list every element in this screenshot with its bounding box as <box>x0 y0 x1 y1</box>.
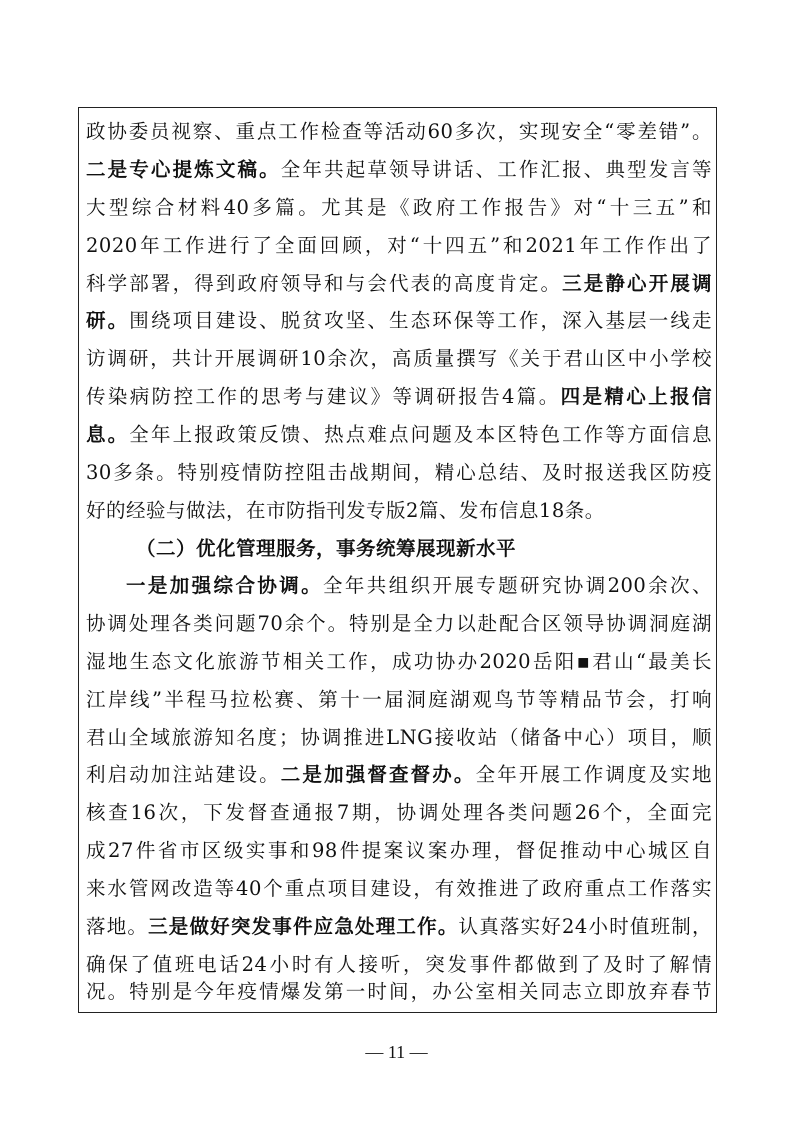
section-heading: （二）优化管理服务，事务统筹展现新水平 <box>136 537 517 560</box>
page-number: — 11 — <box>365 1042 428 1062</box>
text-line-18: 利启动加注站建设。二是加强督查督办。全年开展工作调度及实地 <box>86 763 712 786</box>
text-line-8: 传染病防控工作的思考与建议》等调研报告4篇。四是精心上报信 <box>86 385 712 408</box>
text-line-20: 成27件省市区级实事和98件提案议案办理，督促推动中心城区自 <box>86 839 712 862</box>
text-line-10: 30多条。特别疫情防控阻击战期间，精心总结、及时报送我区防疫 <box>86 461 712 484</box>
text-line-7: 访调研，共计开展调研10余次，高质量撰写《关于君山区中小学校 <box>86 347 712 370</box>
text-line-3: 大型综合材料40多篇。尤其是《政府工作报告》对“十三五”和 <box>86 196 712 219</box>
text-line-5: 科学部署，得到政府领导和与会代表的高度肯定。三是静心开展调 <box>86 272 712 295</box>
text-line-4: 2020年工作进行了全面回顾，对“十四五”和2021年工作作出了 <box>86 234 712 257</box>
text-line-13: 一是加强综合协调。全年共组织开展专题研究协调200余次、 <box>126 574 712 597</box>
text-line-14: 协调处理各类问题70余个。特别是全力以赴配合区领导协调洞庭湖 <box>86 612 712 635</box>
text-line-16: 江岸线”半程马拉松赛、第十一届洞庭湖观鸟节等精品节会，打响 <box>86 688 712 711</box>
text-line-15: 湿地生态文化旅游节相关工作，成功协办2020岳阳▪君山“最美长 <box>86 650 712 673</box>
text-line-6: 研。围绕项目建设、脱贫攻坚、生态环保等工作，深入基层一线走 <box>86 309 712 332</box>
text-line-19: 核查16次，下发督查通报7期，协调处理各类问题26个，全面完 <box>86 801 712 824</box>
text-line-2: 二是专心提炼文稿。全年共起草领导讲话、工作汇报、典型发言等 <box>86 158 712 181</box>
text-line-22: 落地。三是做好突发事件应急处理工作。认真落实好24小时值班制， <box>86 915 712 938</box>
text-line-24: 况。特别是今年疫情爆发第一时间，办公室相关同志立即放弃春节 <box>86 980 712 1003</box>
text-line-1: 政协委员视察、重点工作检查等活动60多次，实现安全“零差错”。 <box>86 120 712 143</box>
text-line-23: 确保了值班电话24小时有人接听，突发事件都做到了及时了解情 <box>86 953 712 976</box>
text-line-11: 好的经验与做法，在市防指刊发专版2篇、发布信息18条。 <box>86 499 605 522</box>
text-line-21: 来水管网改造等40个重点项目建设，有效推进了政府重点工作落实 <box>86 877 712 900</box>
text-line-17: 君山全域旅游知名度；协调推进LNG接收站（储备中心）项目，顺 <box>86 726 712 749</box>
text-line-9: 息。全年上报政策反馈、热点难点问题及本区特色工作等方面信息 <box>86 423 712 446</box>
